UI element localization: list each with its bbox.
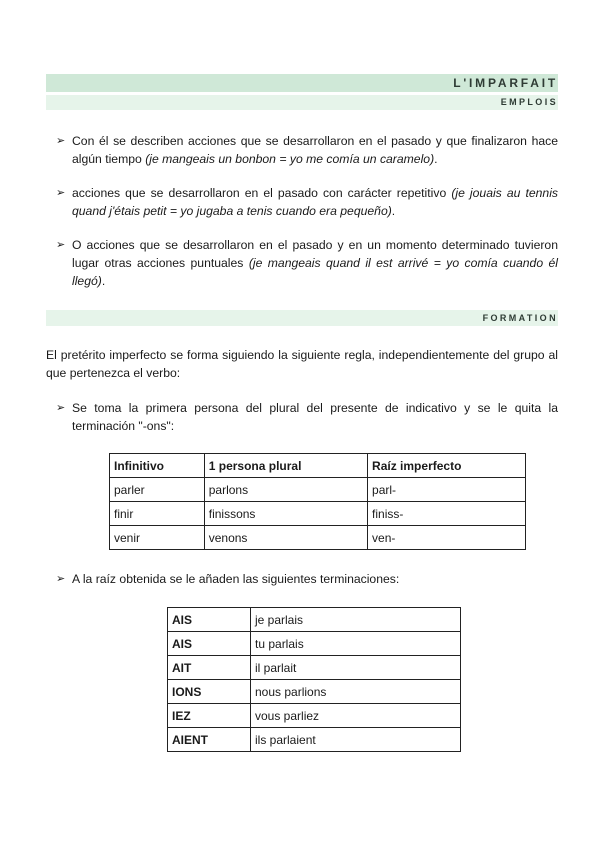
arrow-bullet-icon: ➢ [56,187,66,199]
example-cell: je parlais [251,608,461,632]
table-cell: parl- [368,478,526,502]
table-header-row [110,454,526,478]
table-row [168,632,461,656]
ending-cell: AIT [168,656,251,680]
ending-cell: AIS [168,608,251,632]
list-item [56,236,558,290]
bullet-end: . [434,152,438,166]
column-header: Raíz imperfecto [368,454,526,478]
bullet-example: (je mangeais un bonbon = yo me comía un caramelo) [145,152,435,166]
list-item [56,132,558,168]
example-cell: tu parlais [251,632,461,656]
column-header: Infinitivo [110,454,205,478]
table-cell: finiss- [368,502,526,526]
bullet-end: . [391,204,396,218]
ending-cell: AIENT [168,728,251,752]
ending-cell: IEZ [168,704,251,728]
root-table [109,453,526,550]
table-cell: finissons [204,502,367,526]
table-row [168,656,461,680]
table-row [110,526,526,550]
endings-table [167,607,461,752]
bullet-example: (je mangeais quand il est arrivé = yo comía cuando él llegó) [72,256,559,288]
arrow-bullet-icon: ➢ [56,239,66,251]
rule-text: A la raíz obtenida se le añaden las siguientes terminaciones: [72,572,400,586]
example-cell: vous parliez [251,704,461,728]
table-cell: parler [110,478,205,502]
arrow-bullet-icon: ➢ [56,402,66,414]
bullet-end: . [101,274,106,288]
table-cell: parlons [204,478,367,502]
rule-text: Se toma la primera persona del plural del presente de indicativo y se le quita la terminación "-ons": [72,401,558,433]
example-cell: ils parlaient [251,728,461,752]
column-header: 1 persona plural [204,454,367,478]
section-heading-emplois: EMPLOIS [46,95,558,110]
ending-cell: AIS [168,632,251,656]
table-row [168,728,461,752]
table-cell: ven- [368,526,526,550]
bullet-text: O acciones que se desarrollaron en el pasado y en un momento determinado tuvieron lugar otras acciones puntuales [72,238,558,270]
table-row [168,704,461,728]
bullet-text: acciones que se desarrollaron en el pasado con carácter repetitivo [72,186,452,200]
arrow-bullet-icon: ➢ [56,135,66,147]
list-item [56,399,558,435]
list-item [56,570,558,588]
ending-cell: IONS [168,680,251,704]
bullet-example: (je jouais au tennis quand j'étais petit = yo jugaba a tenis cuando era pequeño) [72,186,558,218]
table-cell: venir [110,526,205,550]
table-cell: venons [204,526,367,550]
example-cell: nous parlions [251,680,461,704]
table-cell: finir [110,502,205,526]
page-title: L'IMPARFAIT [46,74,558,92]
table-row [168,680,461,704]
table-row [168,608,461,632]
example-cell: il parlait [251,656,461,680]
section-heading-formation: FORMATION [46,310,558,326]
formation-intro: El pretérito imperfecto se forma siguiendo la siguiente regla, independientemente del grupo al que pertenezca el verbo: [46,348,558,380]
list-item [56,184,558,220]
table-row [110,502,526,526]
table-row [110,478,526,502]
bullet-text: Con él se describen acciones que se desarrollaron en el pasado y que finalizaron hace algún tiempo [72,134,558,166]
arrow-bullet-icon: ➢ [56,573,66,585]
